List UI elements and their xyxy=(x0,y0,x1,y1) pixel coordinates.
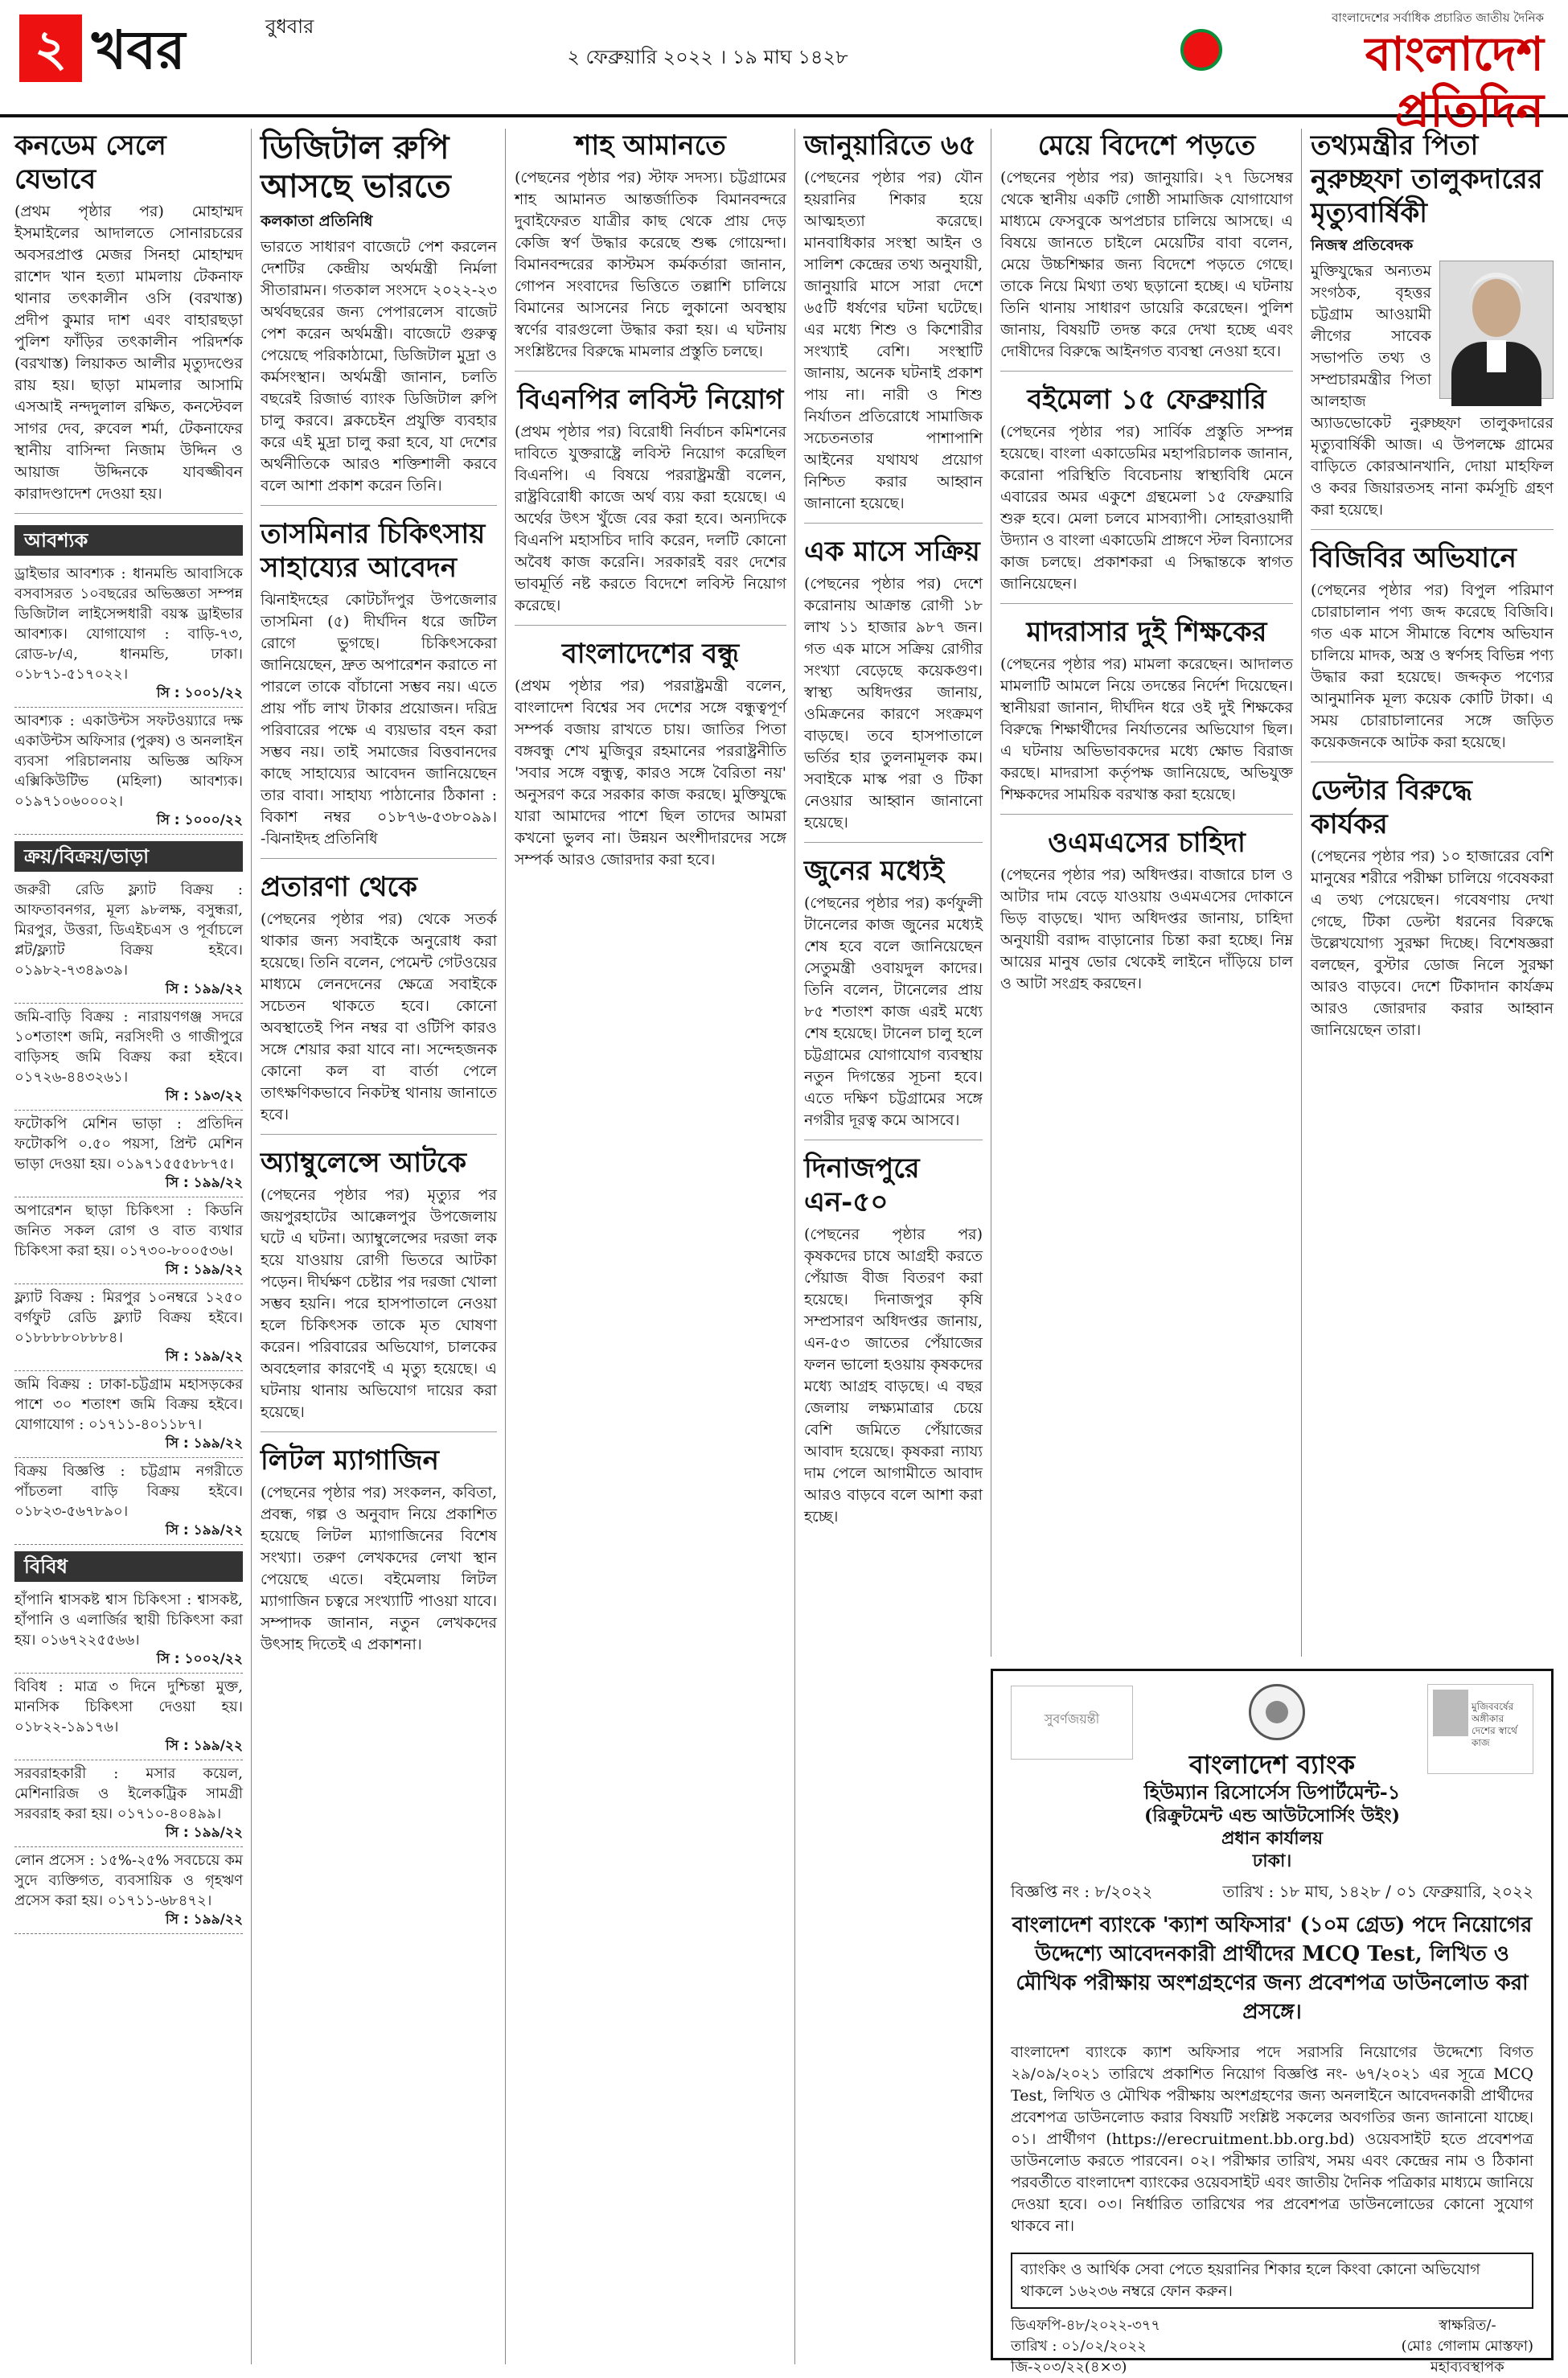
story xyxy=(1311,774,1554,1049)
column-rule xyxy=(1301,129,1302,1657)
story xyxy=(1000,826,1293,1003)
story-body: ঝিনাইদহের কোটচাঁদপুর উপজেলার তাসমিনা (৫) দীর্ঘদিন ধরে জটিল রোগে ভুগছে। চিকিৎসকেরা জানিয়েছেন, দ্রুত অপারেশন করাতে না পারলে তাকে বাঁচানো সম্ভব নয়। এতে প্রায় পাঁচ লাখ টাকার প্রয়োজন। দরিদ্র পরিবারের পক্ষে এ ব্যয়ভার বহন করা সম্ভব নয়। তাই সমাজের বিত্তবানদের কাছে সাহায্যের আবেদন জানিয়েছেন তার বাবা। সাহায্য পাঠানোর ঠিকানা : বিকাশ নম্বর ০১৮৭৬-৫৩৮০৯৯। -ঝিনাইদহ প্রতিনিধি xyxy=(261,591,497,848)
notice-org: বাংলাদেশ ব্যাংক xyxy=(1188,1749,1356,1780)
story-headline: প্রতারণা থেকে xyxy=(261,871,417,903)
classified-ad xyxy=(14,708,243,835)
story xyxy=(1311,129,1554,530)
notice-subject: বাংলাদেশ ব্যাংকে 'ক্যাশ অফিসার' (১০ম গ্রেড) পদে নিয়োগের উদ্দেশ্যে আবেদনকারী প্রার্থীদের MCQ Test, লিখিত ও মৌখিক পরীক্ষায় অংশগ্রহণের জন্য প্রবেশপত্র ডাউনলোড করা প্রসঙ্গে। xyxy=(1012,1913,1533,2024)
story xyxy=(1311,541,1554,762)
bank-notice-ad xyxy=(991,1669,1554,2376)
classified-text: হাঁপানি শ্বাসকষ্ট শ্বাস চিকিৎসা : শ্বাসকষ্ট, হাঁপানি ও এলার্জির স্থায়ী চিকিৎসা করা হয়। ০১৬৭২২৫৫৬৬। xyxy=(14,1591,243,1649)
weekday: বুধবার xyxy=(265,15,314,38)
classified-ad xyxy=(14,1458,243,1545)
story-headline: অ্যাম্বুলেন্সে আটকে xyxy=(261,1147,467,1179)
story-body: (পেছনের পৃষ্ঠার পর) যৌন হয়রানির শিকার হয়ে আত্মহত্যা করেছে। মানবাধিকার সংস্থা আইন ও সালিশ কেন্দ্রের তথ্য অনুযায়ী, জানুয়ারি মাসে সারা দেশে ৬৫টি ধর্ষণের ঘটনা ঘটেছে। এর মধ্যে শিশু ও কিশোরীর সংখ্যাই বেশি। সংস্থাটি জানায়, অনেক ঘটনাই প্রকাশ পায় না। নারী ও শিশু নির্যাতন প্রতিরোধে সামাজিক সচেতনতার পাশাপাশি আইনের যথাযথ প্রয়োগ নিশ্চিত করার আহ্বান জানানো হয়েছে। xyxy=(804,169,983,512)
classified-code: সি : ১০০১/২২ xyxy=(156,685,243,701)
classified-code: সি : ১০০০/২২ xyxy=(156,812,243,828)
classified-heading: ক্রয়/বিক্রয়/ভাড়া xyxy=(14,841,243,872)
masthead-tagline: বাংলাদেশের সর্বাধিক প্রচারিত জাতীয় দৈনিক xyxy=(1332,10,1544,25)
column-1 xyxy=(14,129,243,2364)
story-body: (পেছনের পৃষ্ঠার পর) কর্ণফুলী টানেলের কাজ জুনের মধ্যেই শেষ হবে বলে জানিয়েছেন সেতুমন্ত্রী ওবায়দুল কাদের। তিনি বলেন, টানেলের প্রায় ৮৫ শতাংশ কাজ এরই মধ্যে শেষ হয়েছে। টানেল চালু হলে চট্টগ্রামের যোগাযোগ ব্যবস্থায় নতুন দিগন্তের সূচনা হবে। এতে দক্ষিণ চট্টগ্রামের সঙ্গে নগরীর দূরত্ব কমে আসবে। xyxy=(804,894,983,1129)
story xyxy=(1000,615,1293,815)
story-body: (পেছনের পৃষ্ঠার পর) মৃত্যুর পর জয়পুরহাটের আক্কেলপুর উপজেলায় ঘটে এ ঘটনা। অ্যাম্বুলেন্সের দরজা লক হয়ে যাওয়ায় রোগী ভিতরে আটকা পড়েন। দীর্ঘক্ষণ চেষ্টার পর দরজা খোলা সম্ভব হয়নি। পরে হাসপাতালে নেওয়া হলে চিকিৎসক তাকে মৃত ঘোষণা করেন। পরিবারের অভিযোগ, চালকের অবহেলার কারণেই এ মৃত্যু হয়েছে। এ ঘটনায় থানায় অভিযোগ দায়ের করা হয়েছে। xyxy=(261,1186,497,1421)
story-headline: বইমেলা ১৫ ফেব্রুয়ারি xyxy=(1027,384,1266,416)
story-body: (পেছনের পৃষ্ঠার পর) অধিদপ্তর। বাজারে চাল ও আটার দাম বেড়ে যাওয়ায় ওএমএসের দোকানে ভিড় বাড়ছে। খাদ্য অধিদপ্তর জানায়, চাহিদা অনুযায়ী বরাদ্দ বাড়ানোর চিন্তা করা হচ্ছে। নিম্ন আয়ের মানুষ ভোর থেকেই লাইনে দাঁড়িয়ে চাল ও আটা সংগ্রহ করছেন। xyxy=(1000,866,1293,992)
story xyxy=(14,129,243,514)
story-body: (পেছনের পৃষ্ঠার পর) সংকলন, কবিতা, প্রবন্ধ, গল্প ও অনুবাদ নিয়ে প্রকাশিত হয়েছে লিটল ম্যাগাজিনের বিশেষ সংখ্যা। তরুণ লেখকদের লেখা স্থান পেয়েছে এতে। বইমেলায় লিটল ম্যাগাজিন চত্বরে সংখ্যাটি পাওয়া যাবে। সম্পাদক জানান, নতুন লেখকদের উৎসাহ দিতেই এ প্রকাশনা। xyxy=(261,1484,497,1653)
column-rule xyxy=(251,129,252,2364)
story-headline: কনডেম সেলে যেভাবে xyxy=(14,129,166,195)
story-headline: এক মাসে সক্রিয় xyxy=(804,536,980,568)
story xyxy=(261,1146,497,1432)
story-headline: বিজিবির অভিযানে xyxy=(1311,542,1517,574)
signatory-name: (মোঃ গোলাম মোস্তফা) xyxy=(1401,2338,1533,2355)
story-headline: বাংলাদেশের বন্ধু xyxy=(561,638,740,670)
emblem-portrait xyxy=(1433,1690,1468,1736)
story-headline: তথ্যমন্ত্রীর পিতা নুরুচ্ছফা তালুকদারের মৃত্যুবার্ষিকী xyxy=(1311,129,1543,229)
notice-office: প্রধান কার্যালয় xyxy=(1221,1828,1324,1849)
masthead xyxy=(1206,10,1544,138)
classified-code: সি : ১৯৯/২২ xyxy=(165,1522,243,1538)
notice-city: ঢাকা। xyxy=(1252,1850,1292,1871)
classified-code: সি : ১৯৯/২২ xyxy=(165,981,243,997)
story-headline: জুনের মধ্যেই xyxy=(804,855,945,887)
classified-ad xyxy=(14,1004,243,1111)
story xyxy=(515,637,786,879)
page-header xyxy=(0,0,1568,138)
story xyxy=(804,1152,983,1536)
classified-ad xyxy=(14,1371,243,1458)
classified-text: বিক্রয় বিজ্ঞপ্তি : চট্টগ্রাম নগরীতে পাঁচতলা বাড়ি বিক্রয় হইবে। ০১৮২৩-৫৬৭৮৯০। xyxy=(14,1463,243,1520)
classified-code: সি : ১৯৯/২২ xyxy=(165,1435,243,1452)
story-headline: ওএমএসের চাহিদা xyxy=(1048,827,1246,859)
classified-ad xyxy=(14,1587,243,1674)
story-headline: দিনাজপুরে এন-৫০ xyxy=(804,1152,920,1218)
story xyxy=(261,1444,497,1664)
classified-text: সরবরাহকারী : মসার কয়েল, মেশিনারিজ ও ইলেকট্রিক সামগ্রী সরবরাহ করা হয়। ০১৭১০-৪০৪৯৯। xyxy=(14,1765,243,1822)
notice-date-bn: ১৮ মাঘ, ১৪২৮ xyxy=(1279,1882,1381,1901)
story-body: (পেছনের পৃষ্ঠার পর) বিপুল পরিমাণ চোরাচালান পণ্য জব্দ করেছে বিজিবি। গত এক মাসে সীমান্তে বিশেষ অভিযান চালিয়ে মাদক, অস্ত্র ও স্বর্ণসহ বিভিন্ন পণ্য উদ্ধার করা হয়েছে। জব্দকৃত পণ্যের আনুমানিক মূল্য কয়েক কোটি টাকা। এ সময় চোরাচালানের সঙ্গে জড়িত কয়েকজনকে আটক করা হয়েছে। xyxy=(1311,581,1554,751)
notice-footer xyxy=(1011,2315,1533,2378)
column-3 xyxy=(515,129,786,2364)
classified-text: ফটোকপি মেশিন ভাড়া : প্রতিদিন ফটোকপি ০.৫০ পয়সা, প্রিন্ট মেশিন ভাড়া দেওয়া হয়। ০১৯৭১৫৫৫৮৮৭৫। xyxy=(14,1115,243,1173)
story-headline: ডেল্টার বিরুদ্ধে কার্যকর xyxy=(1311,774,1472,840)
column-4 xyxy=(804,129,983,2364)
portrait-shirt xyxy=(1487,340,1506,372)
story-body: (পেছনের পৃষ্ঠার পর) থেকে সতর্ক থাকার জন্য সবাইকে অনুরোধ করা হয়েছে। তিনি বলেন, পেমেন্ট গেটওয়ের মাধ্যমে লেনদেনের ক্ষেত্রে সবাইকে সচেতন থাকতে হবে। কোনো অবস্থাতেই পিন নম্বর বা ওটিপি কারও সঙ্গে শেয়ার করা যাবে না। সন্দেহজনক কোনো কল বা বার্তা পেলে তাৎক্ষণিকভাবে নিকটস্থ থানায় জানাতে হবে। xyxy=(261,910,497,1123)
story-body: (পেছনের পৃষ্ঠার পর) স্টাফ সদস্য। চট্টগ্রামের শাহ আমানত আন্তর্জাতিক বিমানবন্দরে দুবাইফেরত যাত্রীর কাছ থেকে প্রায় দেড় কেজি স্বর্ণ উদ্ধার করেছে শুল্ক গোয়েন্দা। বিমানবন্দরের কাস্টমস কর্মকর্তারা জানান, গোপন সংবাদের ভিত্তিতে তল্লাশি চালিয়ে বিমানের আসনের নিচে লুকানো অবস্থায় স্বর্ণের বারগুলো উদ্ধার করা হয়। এ ঘটনায় সংশ্লিষ্টদের বিরুদ্ধে মামলার প্রস্তুতি চলছে। xyxy=(515,169,786,360)
story xyxy=(804,535,983,843)
classified-code: সি : ১৯৯/২২ xyxy=(165,1262,243,1278)
page-number: ২ xyxy=(19,14,82,82)
story xyxy=(1000,129,1293,372)
classified-ad xyxy=(14,1847,243,1934)
story-body: (প্রথম পৃষ্ঠার পর) পররাষ্ট্রমন্ত্রী বলেন, বাংলাদেশ বিশ্বের সব দেশের সঙ্গে বন্ধুত্বপূর্ণ সম্পর্ক বজায় রাখতে চায়। জাতির পিতা বঙ্গবন্ধু শেখ মুজিবুর রহমানের পররাষ্ট্রনীতি 'সবার সঙ্গে বন্ধুত্ব, কারও সঙ্গে বৈরিতা নয়' অনুসরণ করে সরকার কাজ করছে। মুক্তিযুদ্ধে যারা আমাদের পাশে ছিল তাদের আমরা কখনো ভুলব না। উন্নয়ন অংশীদারদের সঙ্গে সম্পর্ক আরও জোরদার করা হবে। xyxy=(515,677,786,869)
masthead-name: বাংলাদেশ প্রতিদিন xyxy=(1365,27,1544,138)
classified-ad xyxy=(14,1111,243,1197)
classified-code: সি : ১৯৯/২২ xyxy=(165,1738,243,1754)
story-body: (পেছনের পৃষ্ঠার পর) ১০ হাজারের বেশি মানুষের শরীরে পরীক্ষা চালিয়ে গবেষকরা এ তথ্য পেয়েছেন। গবেষণায় দেখা গেছে, টিকা ডেল্টা ধরনের বিরুদ্ধে উল্লেখযোগ্য সুরক্ষা দিচ্ছে। বিশেষজ্ঞরা বলছেন, বুস্টার ডোজ নিলে সুরক্ষা আরও বাড়বে। দেশে টিকাদান কার্যক্রম আরও জোরদার করার আহ্বান জানিয়েছেন তারা। xyxy=(1311,848,1554,1039)
notice-signature xyxy=(1402,2315,1533,2378)
classified-ad xyxy=(14,561,243,708)
story-body: ভারতে সাধারণ বাজেটে পেশ করলেন দেশটির কেন্দ্রীয় অর্থমন্ত্রী নির্মলা সীতারামন। গতকাল সংসদে ২০২২-২৩ অর্থবছরের জন্য পেপারলেস বাজেট পেশ করেন অর্থমন্ত্রী। বাজেটে গুরুত্ব পেয়েছে পরিকাঠামো, ডিজিটাল মুদ্রা ও কর্মসংস্থান। অর্থমন্ত্রী জানান, চলতি বছরেই রিজার্ভ ব্যাংক ডিজিটাল রুপি চালু করবে। ব্লকচেইন প্রযুক্তি ব্যবহার করে এই মুদ্রা চালু করা হবে, যা দেশের অর্থনীতিকে আরও শক্তিশালী করবে বলে আশা প্রকাশ করেন তিনি। xyxy=(261,238,497,495)
column-rule xyxy=(505,129,506,2364)
classified-ad xyxy=(14,877,243,1004)
column-6 xyxy=(1311,129,1554,1657)
story xyxy=(261,870,497,1135)
classified-text: বিবিধ : মাত্র ৩ দিনে দুশ্চিন্তা মুক্ত, মানসিক চিকিৎসা দেওয়া হয়। ০১৮২২-১৯১৭৬। xyxy=(14,1678,243,1735)
notice-body: বাংলাদেশ ব্যাংকে ক্যাশ অফিসার পদে সরাসরি নিয়োগের উদ্দেশ্যে বিগত ২৯/০৯/২০২১ তারিখে প্রকাশিত নিয়োগ বিজ্ঞপ্তি নং- ৬৭/২০২১ এর সূত্রে MCQ Test, লিখিত ও মৌখিক পরীক্ষায় অংশগ্রহণের জন্য অনলাইনে আবেদনকারী প্রার্থীদের প্রবেশপত্র ডাউনলোড করার বিষয়টি সংশ্লিষ্ট সকলের অবগতির জন্য জানানো যাচ্ছে। ০১। প্রার্থীগণ (https://erecruitment.bb.org.bd) ওয়েবসাইট হতে প্রবেশপত্র ডাউনলোড করতে পারবেন। ০২। পরীক্ষার তারিখ, সময় এবং কেন্দ্রের নাম ও ঠিকানা পরবর্তীতে বাংলাদেশ ব্যাংকের ওয়েবসাইট এবং জাতীয় দৈনিক পত্রিকার মাধ্যমে জানিয়ে দেওয়া হবে। ০৩। নির্ধারিত তারিখের পর প্রবেশপত্র ডাউনলোডের কোনো সুযোগ থাকবে না। xyxy=(1011,2043,1533,2235)
notice-gd: জি-২০৩/২২(৪×৩) xyxy=(1011,2359,1127,2376)
story-body: (পেছনের পৃষ্ঠার পর) দেশে করোনায় আক্রান্ত রোগী ১৮ লাখ ১১ হাজার ৯৮৭ জন। গত এক মাসে সক্রিয় রোগীর সংখ্যা বেড়েছে কয়েকগুণ। স্বাস্থ্য অধিদপ্তর জানায়, ওমিক্রনের কারণে সংক্রমণ বাড়ছে। তবে হাসপাতালে ভর্তির হার তুলনামূলক কম। সবাইকে মাস্ক পরা ও টিকা নেওয়ার আহ্বান জানানো হয়েছে। xyxy=(804,575,983,832)
story-headline: বিএনপির লবিস্ট নিয়োগ xyxy=(517,384,784,416)
column-2 xyxy=(261,129,497,2364)
story-body: (প্রথম পৃষ্ঠার পর) মোহাম্মদ ইসমাইলের আদালতে সোনারচরের অবসরপ্রাপ্ত মেজর সিনহা মোহাম্মদ রাশেদ খান হত্যা মামলায় টেকনাফ থানার তৎকালীন ওসি (বরখাস্ত) প্রদীপ কুমার দাশ এবং বাহারছড়া পুলিশ ফাঁড়ির তৎকালীন পরিদর্শক (বরখাস্ত) লিয়াকত আলীর মৃত্যুদণ্ডের রায় হয়। ছাড়া মামলার আসামি এসআই নন্দদুলাল রক্ষিত, কনস্টেবল সাগর দেব, রুবেল শর্মা, টেকনাফের স্থানীয় বাসিন্দা নিজাম উদ্দিন ও আয়াজ উদ্দিনকে যাবজ্জীবন কারাদণ্ডাদেশ দেওয়া হয়। xyxy=(14,203,243,503)
story xyxy=(261,129,497,506)
story-body: মুক্তিযুদ্ধের অন্যতম সংগঠক, বৃহত্তর চট্টগ্রাম আওয়ামী লীগের সাবেক সভাপতি তথ্য ও সম্প্রচারমন্ত্রীর পিতা আলহাজ অ্যাডভোকেট নুরুচ্ছফা তালুকদারের মৃত্যুবার্ষিকী আজ। এ উপলক্ষে গ্রামের বাড়িতে কোরআনখানি, দোয়া মাহফিল ও কবর জিয়ারতসহ নানা কর্মসূচি গ্রহণ করা হয়েছে। xyxy=(1311,262,1554,519)
issue-date: ২ ফেব্রুয়ারি ২০২২ । ১৯ মাঘ ১৪২৮ xyxy=(567,46,848,68)
story-byline: নিজস্ব প্রতিবেদক xyxy=(1311,236,1414,254)
story-body: (পেছনের পৃষ্ঠার পর) জানুয়ারি। ২৭ ডিসেম্বর থেকে স্থানীয় একটি গোষ্ঠী সামাজিক যোগাযোগ মাধ্যমে ফেসবুকে অপপ্রচার চালিয়ে আসছে। এ বিষয়ে জানতে চাইলে মেয়েটির বাবা বলেন, মেয়ে উচ্চশিক্ষার জন্য বিদেশে পড়তে গেছে। তাকে নিয়ে মিথ্যা তথ্য ছড়ানো হচ্ছে। এ ঘটনায় তিনি থানায় সাধারণ ডায়েরি করেছেন। পুলিশ জানায়, বিষয়টি তদন্ত করে দেখা হচ্ছে এবং দোষীদের বিরুদ্ধে আইনগত ব্যবস্থা নেওয়া হবে। xyxy=(1000,169,1293,360)
story-headline: ডিজিটাল রুপি আসছে ভারতে xyxy=(261,129,451,205)
classified-text: ফ্ল্যাট বিক্রয় : মিরপুর ১০নম্বরে ১২৫০ বর্গফুট রেডি ফ্ল্যাট বিক্রয় হইবে। ০১৮৮৮৮০৮৮৮৪। xyxy=(14,1289,243,1346)
column-rule xyxy=(794,129,795,2364)
classified-text: জরুরী রেডি ফ্ল্যাট বিক্রয় : আফতাবনগর, মূল্য ৯৮লক্ষ, বসুন্ধরা, মিরপুর, উত্তরা, ডিএইচএস ও পূর্বাচলে প্লট/ফ্ল্যাট বিক্রয় হইবে। ০১৯৮২-৭৩৪৯৩৯। xyxy=(14,881,243,979)
notice-date-en: ০১ ফেব্রুয়ারি, ২০২২ xyxy=(1396,1882,1533,1901)
story-body: (পেছনের পৃষ্ঠার পর) সার্বিক প্রস্তুতি সম্পন্ন হয়েছে। বাংলা একাডেমির মহাপরিচালক জানান, করোনা পরিস্থিতি বিবেচনায় স্বাস্থ্যবিধি মেনে এবারের অমর একুশে গ্রন্থমেলা ১৫ ফেব্রুয়ারি শুরু হবে। মেলা চলবে মাসব্যাপী। সোহরাওয়ার্দী উদ্যান ও বাংলা একাডেমি প্রাঙ্গণে স্টল বিন্যাসের কাজ চলছে। প্রকাশকরা এ সিদ্ধান্তকে স্বাগত জানিয়েছেন। xyxy=(1000,423,1293,593)
golden-jubilee-logo xyxy=(1011,1686,1133,1760)
story-headline: তাসমিনার চিকিৎসায় সাহায্যের আবেদন xyxy=(261,518,486,584)
story-body: (পেছনের পৃষ্ঠার পর) কৃষকদের চাষে আগ্রহী করতে পেঁয়াজ বীজ বিতরণ করা হয়েছে। দিনাজপুর কৃষি সম্প্রসারণ অধিদপ্তর জানায়, এন-৫৩ জাতের পেঁয়াজের ফলন ভালো হওয়ায় কৃষকদের মধ্যে আগ্রহ বাড়ছে। এ বছর জেলায় লক্ষ্যমাত্রার চেয়ে বেশি জমিতে পেঁয়াজের আবাদ হয়েছে। কৃষকরা ন্যায্য দাম পেলে আগামীতে আবাদ আরও বাড়বে বলে আশা করা হচ্ছে। xyxy=(804,1226,983,1526)
emblem-caption: মুজিববর্ষের অঙ্গীকার দেশের স্বার্থে কাজ xyxy=(1472,1701,1517,1748)
story xyxy=(515,129,786,372)
story xyxy=(804,854,983,1140)
story-byline: কলকাতা প্রতিনিধি xyxy=(261,212,373,230)
classified-ad xyxy=(14,1197,243,1284)
notice-refs xyxy=(1011,2315,1160,2378)
classified-ad xyxy=(14,1674,243,1760)
notice-date-label: তারিখ : xyxy=(1222,1882,1275,1901)
section-title: খবর xyxy=(92,18,186,81)
logo-caption: সুবর্ণজয়ন্তী xyxy=(1044,1711,1100,1727)
classified-text: আবশ্যক : একাউন্টস সফটওয়্যারে দক্ষ একাউন্টস অফিসার (পুরুষ) ও অনলাইন ব্যবসা পরিচালনায় অভিজ্ঞ অফিস এক্সিকিউটিভ (মহিলা) আবশ্যক। ০১৯৭১০৬০০০২। xyxy=(14,713,243,810)
classified-code: সি : ১০০২/২২ xyxy=(156,1651,243,1667)
classified-code: সি : ১৯৯/২২ xyxy=(165,1825,243,1841)
story xyxy=(804,129,983,524)
sign-label: স্বাক্ষরিত/- xyxy=(1439,2317,1496,2334)
bank-seal-icon xyxy=(1249,1684,1305,1740)
notice-dept: হিউম্যান রিসোর্সেস ডিপার্টমেন্ট-১ xyxy=(1143,1780,1401,1804)
notice-subdept: (রিক্রুটমেন্ট এন্ড আউটসোর্সিং উইং) xyxy=(1143,1805,1401,1826)
notice-number: বিজ্ঞপ্তি নং : ৮/২০২২ xyxy=(1011,1882,1153,1901)
notice-meta xyxy=(1011,1880,1533,1903)
classified-text: লোন প্রসেস : ১৫%-২৫% সবচেয়ে কম সুদে ব্যক্তিগত, ব্যবসায়িক ও গৃহঋণ প্রসেস করা হয়। ০১৭১১-৬৮৪৭২। xyxy=(14,1852,243,1909)
story-body: (পেছনের পৃষ্ঠার পর) মামলা করেছেন। আদালত মামলাটি আমলে নিয়ে তদন্তের নির্দেশ দিয়েছেন। স্থানীয়রা জানান, দীর্ঘদিন ধরে ওই দুই শিক্ষকের বিরুদ্ধে শিক্ষার্থীদের নির্যাতনের অভিযোগ ছিল। এ ঘটনায় অভিভাবকদের মধ্যে ক্ষোভ বিরাজ করছে। মাদরাসা কর্তৃপক্ষ জানিয়েছে, অভিযুক্ত শিক্ষকদের সাময়িক বরখাস্ত করা হয়েছে। xyxy=(1000,655,1293,803)
classified-text: অপারেশন ছাড়া চিকিৎসা : কিডনি জনিত সকল রোগ ও বাত ব্যথার চিকিৎসা করা হয়। ০১৭৩০-৮০০৫৩৬। xyxy=(14,1202,243,1259)
classified-code: সি : ১৯৯/২২ xyxy=(165,1912,243,1928)
story xyxy=(515,383,786,626)
classified-ad xyxy=(14,1284,243,1371)
classified-code: সি : ১৯৯/২২ xyxy=(165,1349,243,1365)
portrait-photo xyxy=(1439,261,1554,399)
classified-text: ড্রাইভার আবশ্যক : ধানমন্ডি আবাসিকে বসবাসরত ১০বছরের অভিজ্ঞতা সম্পন্ন ডিজিটাল লাইসেন্সধারী বয়স্ক ড্রাইভার আবশ্যক। যোগাযোগ : বাড়ি-৭৩, রোড-৮/এ, ধানমন্ডি, ঢাকা। ০১৮৭১-৫১৭০২২। xyxy=(14,565,243,683)
story xyxy=(261,517,497,859)
story-headline: জানুয়ারিতে ৬৫ xyxy=(804,129,977,162)
classified-code: সি : ১৯৯/২২ xyxy=(165,1175,243,1191)
column-5 xyxy=(1000,129,1293,1657)
story-body: (প্রথম পৃষ্ঠার পর) বিরোধী নির্বাচন কমিশনের দাবিতে যুক্তরাষ্ট্রে লবিস্ট নিয়োগ করেছিল বিএনপি। এ বিষয়ে পররাষ্ট্রমন্ত্রী বলেন, রাষ্ট্রবিরোধী কাজে অর্থ ব্যয় করা হয়েছে। এ অর্থের উৎস খুঁজে বের করা হবে। অন্যদিকে বিএনপি মহাসচিব দাবি করেন, দলটি কোনো অবৈধ কাজ করেনি। সরকারই বরং দেশের ভাবমূর্তি নষ্ট করতে বিদেশে লবিস্ট নিয়োগ করেছে। xyxy=(515,423,786,614)
notice-hotline-box: ব্যাংকিং ও আর্থিক সেবা পেতে হয়রানির শিকার হলে কিংবা কোনো অভিযোগ থাকলে ১৬২৩৬ নম্বরে ফোন করুন। xyxy=(1011,2253,1533,2309)
classified-text: জমি বিক্রয় : ঢাকা-চট্টগ্রাম মহাসড়কের পাশে ৩০ শতাংশ জমি বিক্রয় হইবে। যোগাযোগ : ০১৭১১-৪০১১৮৭। xyxy=(14,1376,243,1433)
signatory-designation: মহাব্যবস্থাপক xyxy=(1430,2359,1504,2376)
notice-date: তারিখ : ১৮ মাঘ, ১৪২৮ / ০১ ফেব্রুয়ারি, ২০২২ xyxy=(1222,1882,1533,1901)
story xyxy=(1000,383,1293,604)
classified-heading: আবশ্যক xyxy=(14,525,243,556)
story-headline: মাদরাসার দুই শিক্ষকের xyxy=(1026,616,1267,648)
notice-ref-date: তারিখ : ০১/০২/২০২২ xyxy=(1011,2338,1147,2355)
classified-ad xyxy=(14,1760,243,1847)
story-headline: শাহ আমানতে xyxy=(575,129,726,162)
classified-code: সি : ১৯৩/২২ xyxy=(165,1088,243,1104)
masthead-logo-icon xyxy=(1180,29,1222,71)
portrait-face xyxy=(1472,279,1521,337)
classified-text: জমি-বাড়ি বিক্রয় : নারায়ণগঞ্জ সদরে ১০শতাংশ জমি, নরসিংদী ও গাজীপুরে বাড়িসহ জমি বিক্রয় করা হইবে। ০১৭২৬-৪৪৩২৬১। xyxy=(14,1008,243,1086)
story-headline: লিটল ম্যাগাজিন xyxy=(261,1444,439,1476)
classified-heading: বিবিধ xyxy=(14,1551,243,1582)
story-headline: মেয়ে বিদেশে পড়তে xyxy=(1037,129,1256,162)
mujib-year-emblem xyxy=(1427,1684,1533,1774)
notice-dfp: ডিএফপি-৪৮/২০২২-৩৭৭ xyxy=(1011,2317,1161,2334)
